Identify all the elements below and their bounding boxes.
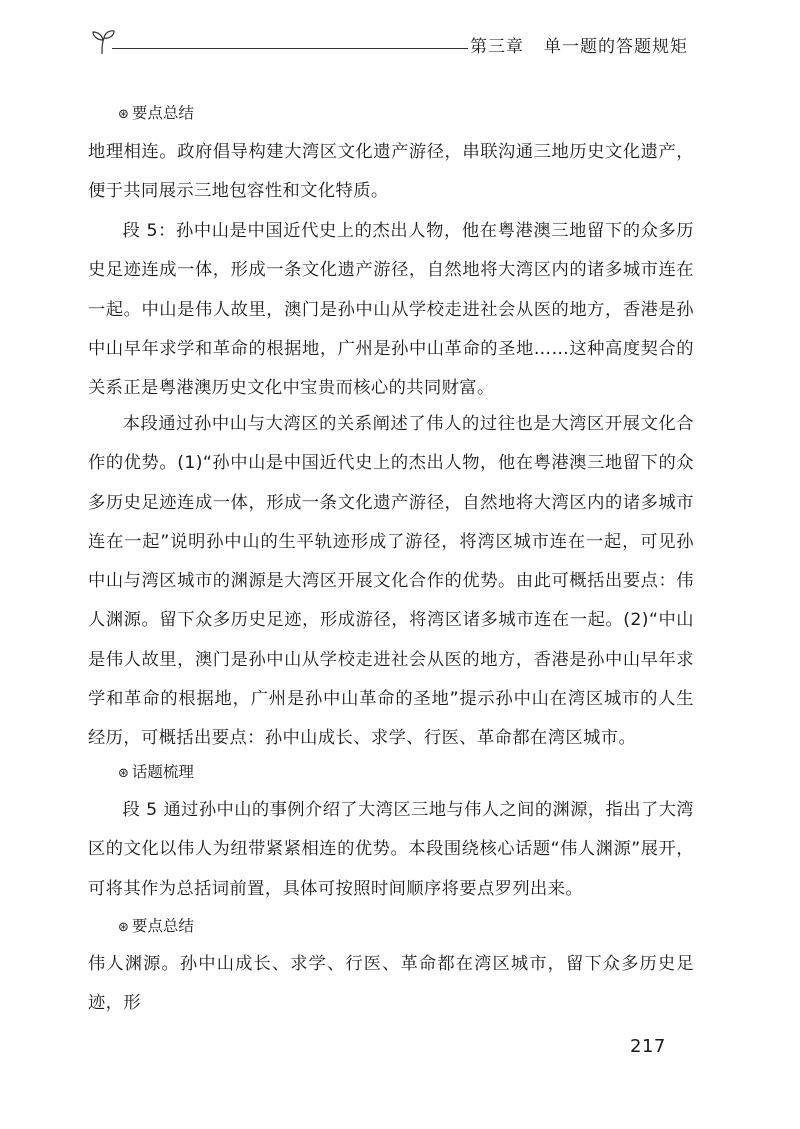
page-number: 217 [630,1036,666,1057]
sprout-icon [88,28,118,58]
running-header [88,28,694,58]
header-rule [112,48,468,49]
summary-1-text: 地理相连。政府倡导构建大湾区文化遗产游径，串联沟通三地历史文化遗产，便于共同展示三地包容性和文化特质。 [88,142,694,202]
bullet-circle-icon: ⊛ [118,766,129,781]
topic-text: 段 5 通过孙中山的事例介绍了大湾区三地与伟人之间的渊源，指出了大湾区的文化以伟人为纽带紧紧相连的优势。本段围绕核心话题“伟人渊源”展开，可将其作为总括词前置，具体可按照时间顺序将要点罗列出来。 [88,800,694,899]
analysis-paragraph: 本段通过孙中山与大湾区的关系阐述了伟人的过往也是大湾区开展文化合作的优势。(1)“孙中山是中国近代史上的杰出人物，他在粤港澳三地留下的众多历史足迹连成一体，形成一条文化遗产游径，自然地将大湾区内的诸多城市连在一起”说明孙中山的生平轨迹形成了游径，将湾区城市连在一起，可见孙中山与湾区城市的渊源是大湾区开展文化合作的优势。由此可概括出要点：伟人渊源。留下众多历史足迹，形成游径，将湾区诸多城市连在一起。(2)“中山是伟人故里，澳门是孙中山从学校走进社会从医的地方，香港是孙中山早年求学和革命的根据地，广州是孙中山革命的圣地”提示孙中山在湾区城市的人生经历，可概括出要点：孙中山成长、求学、行医、革命都在湾区城市。 [88,414,694,749]
section-label-summary-2: ⊛ 要点总结 [118,917,194,935]
section-label-summary-1: ⊛ 要点总结 [118,104,194,122]
bullet-circle-icon: ⊛ [118,107,129,122]
summary-2-text: 伟人渊源。孙中山成长、求学、行医、革命都在湾区城市，留下众多历史足迹，形 [88,954,694,1014]
chapter-title: 单一题的答题规矩 [544,37,688,57]
chapter-number: 第三章 [470,37,524,57]
bullet-circle-icon: ⊛ [118,920,129,935]
section-label-topic: ⊛ 话题梳理 [118,763,194,781]
passage-5: 段 5：孙中山是中国近代史上的杰出人物，他在粤港澳三地留下的众多历史足迹连成一体，形成一条文化遗产游径，自然地将大湾区内的诸多城市连在一起。中山是伟人故里，澳门是孙中山从学校走进社会从医的地方，香港是孙中山早年求学和革命的根据地，广州是孙中山革命的圣地……这种高度契合的关系正是粤港澳历史文化中宝贵而核心的共同财富。 [88,221,694,399]
chapter-heading [470,32,688,57]
